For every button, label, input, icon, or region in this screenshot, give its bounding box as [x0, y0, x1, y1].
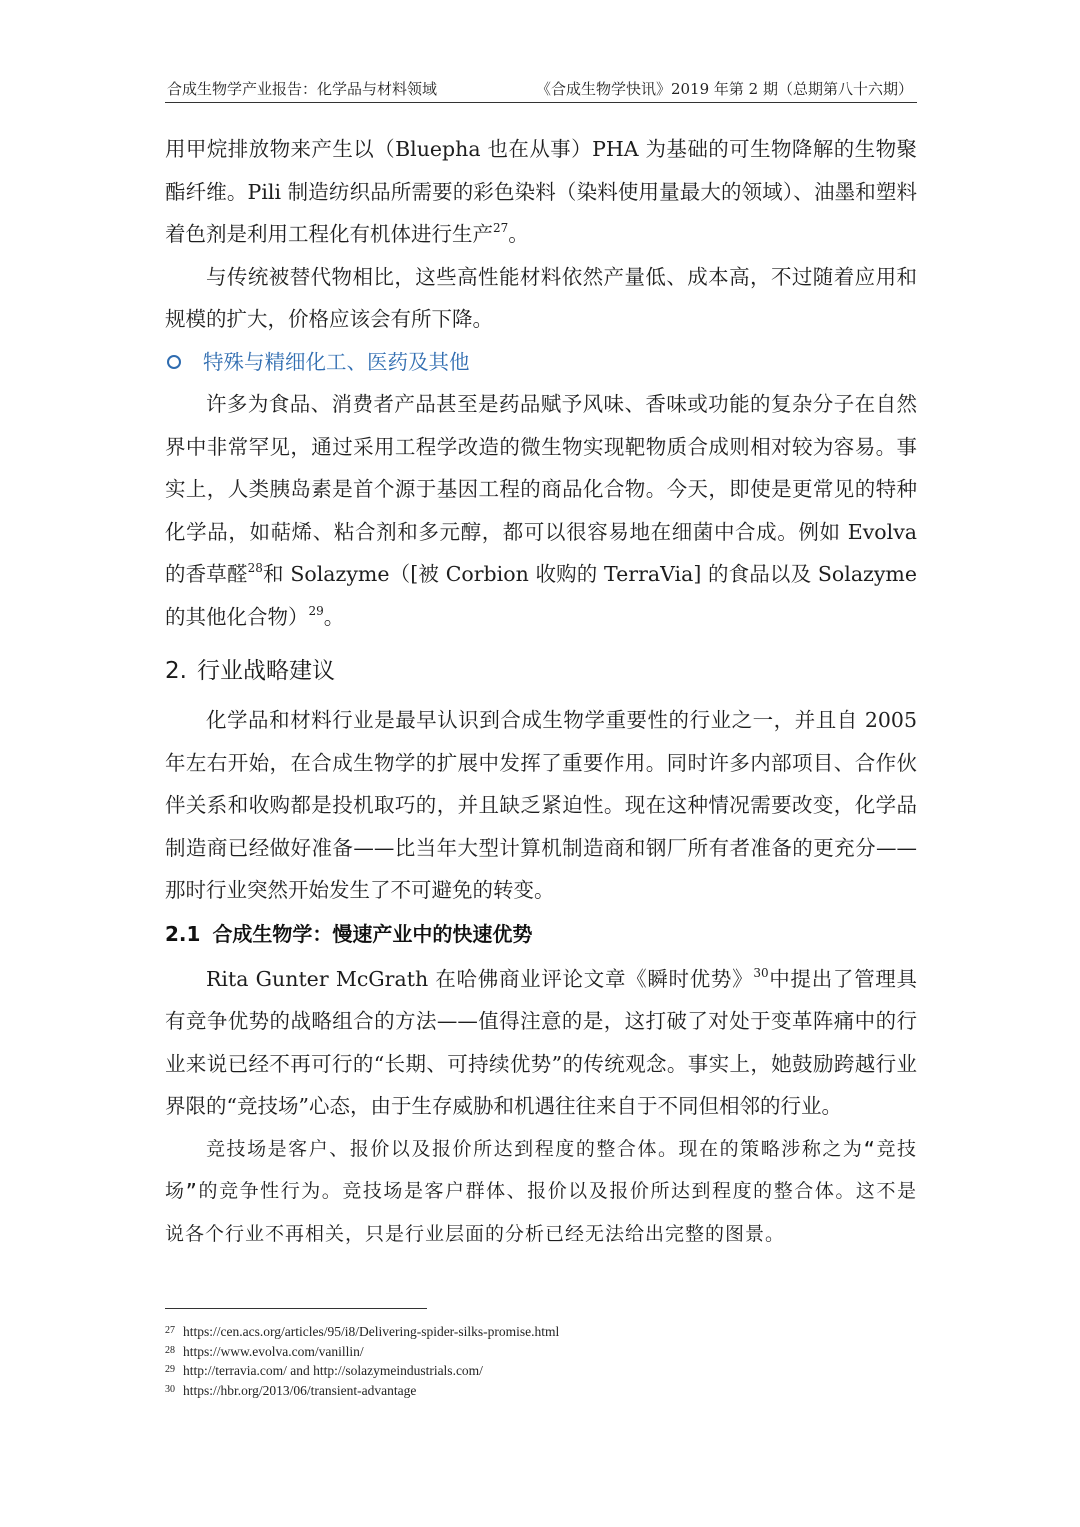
footnote-link[interactable]: https://cen.acs.org/articles/95/i8/Delivering-spider-silks-promise.html	[183, 1324, 560, 1339]
section-title: 行业战略建议	[196, 658, 335, 684]
footnote-item: 29 http://terravia.com/ and http://solazymeindustrials.com/	[165, 1363, 483, 1378]
block-quote	[165, 1128, 917, 1256]
footnote-item: 30 https://hbr.org/2013/06/transient-advantage	[165, 1382, 417, 1398]
bullet-heading-text: 特殊与精细化工、医药及其他	[203, 349, 470, 374]
header-right-issue: 《合成生物学快讯》2019 年第 2 期（总期第八十六期）	[535, 80, 913, 98]
subsection-title: 合成生物学：慢速产业中的快速优势	[212, 921, 533, 946]
quote-text: 竞技场是客户、报价以及报价所达到程度的整合体。现在的策略涉称之为“竞技场”的竞争性行为。竞技场是客户群体、报价以及报价所达到程度的整合体。这不是说各个行业不再相关，只是行业层面的分析已经无法给出完整的图景。	[165, 1137, 917, 1245]
footnote-link[interactable]: http://terravia.com/ and http://solazymeindustrials.com/	[183, 1363, 483, 1378]
running-header	[165, 76, 917, 103]
paragraph-industry-strategy: 化学品和材料行业是最早认识到合成生物学重要性的行业之一，并且自 2005 年左右开始，在合成生物学的扩展中发挥了重要作用。同时许多内部项目、合作伙伴关系和收购都是投机取巧的，并且缺乏紧迫性。现在这种情况需要改变，化学品制造商已经做好准备——比当年大型计算机制造商和钢厂所有者准备的更充分——那时行业突然开始发生了不可避免的转变。	[165, 708, 917, 902]
footnote-ref-30[interactable]: 30	[753, 965, 769, 980]
paragraph-pha-pili: 用甲烷排放物来产生以（Bluepha 也在从事）PHA 为基础的可生物降解的生物聚酯纤维。Pili 制造纺织品所需要的彩色染料（染料使用量最大的领域）、油墨和塑料着色剂是利用工程化有机体进行生产$^{27}$。	[165, 137, 917, 246]
footnote-item: 27 https://cen.acs.org/articles/95/i8/Delivering-spider-silks-promise.html	[165, 1324, 560, 1339]
footnote-ref-28[interactable]: 28	[247, 561, 263, 575]
subsection-number: 2.1	[165, 921, 201, 946]
footnote-divider	[165, 1308, 427, 1309]
ring-bullet-icon	[167, 355, 181, 369]
footnote-link[interactable]: https://www.evolva.com/vanillin/	[183, 1343, 364, 1359]
bullet-heading-specialty-chemicals	[165, 341, 917, 384]
footnote-ref-29[interactable]: 29	[308, 603, 324, 618]
footnote-ref-27[interactable]: 27	[493, 221, 509, 235]
paragraph-mcgrath: Rita Gunter McGrath 在哈佛商业评论文章《瞬时优势》$^{30}$中提出了管理具有竞争优势的战略组合的方法——值得注意的是，这打破了对处于变革阵痛中的行业来说已经不再可行的“长期、可持续优势”的传统观念。事实上，她鼓励跨越行业界限的“竞技场”心态，由于生存威胁和机遇往往来自于不同但相邻的行业。	[165, 965, 917, 1118]
footnote-item: 28 https://www.evolva.com/vanillin/	[165, 1343, 364, 1359]
paragraph-specialty: 许多为食品、消费者产品甚至是药品赋予风味、香味或功能的复杂分子在自然界中非常罕见，通过采用工程学改造的微生物实现靶物质合成则相对较为容易。事实上，人类胰岛素是首个源于基因工程的商品化合物。今天，即使是更常见的特种化学品，如萜烯、粘合剂和多元醇，都可以很容易地在细菌中合成。例如 Evolva 的香草醛$^{28}$和 Solazyme（[被 Corbion 收购的 TerraVia] 的食品以及 Solazyme 的其他化合物）$^{29}$。	[165, 392, 918, 629]
footnotes	[165, 1322, 917, 1400]
body-content	[165, 128, 917, 1255]
footnote-link[interactable]: https://hbr.org/2013/06/transient-advantage	[183, 1382, 417, 1398]
section-heading-2-1	[165, 916, 917, 952]
section-number: 2.	[165, 658, 187, 684]
section-heading-2	[165, 651, 917, 691]
paragraph-cost: 与传统被替代物相比，这些高性能材料依然产量低、成本高，不过随着应用和规模的扩大，价格应该会有所下降。	[165, 264, 917, 331]
header-left-title: 合成生物学产业报告：化学品与材料领域	[167, 80, 438, 98]
